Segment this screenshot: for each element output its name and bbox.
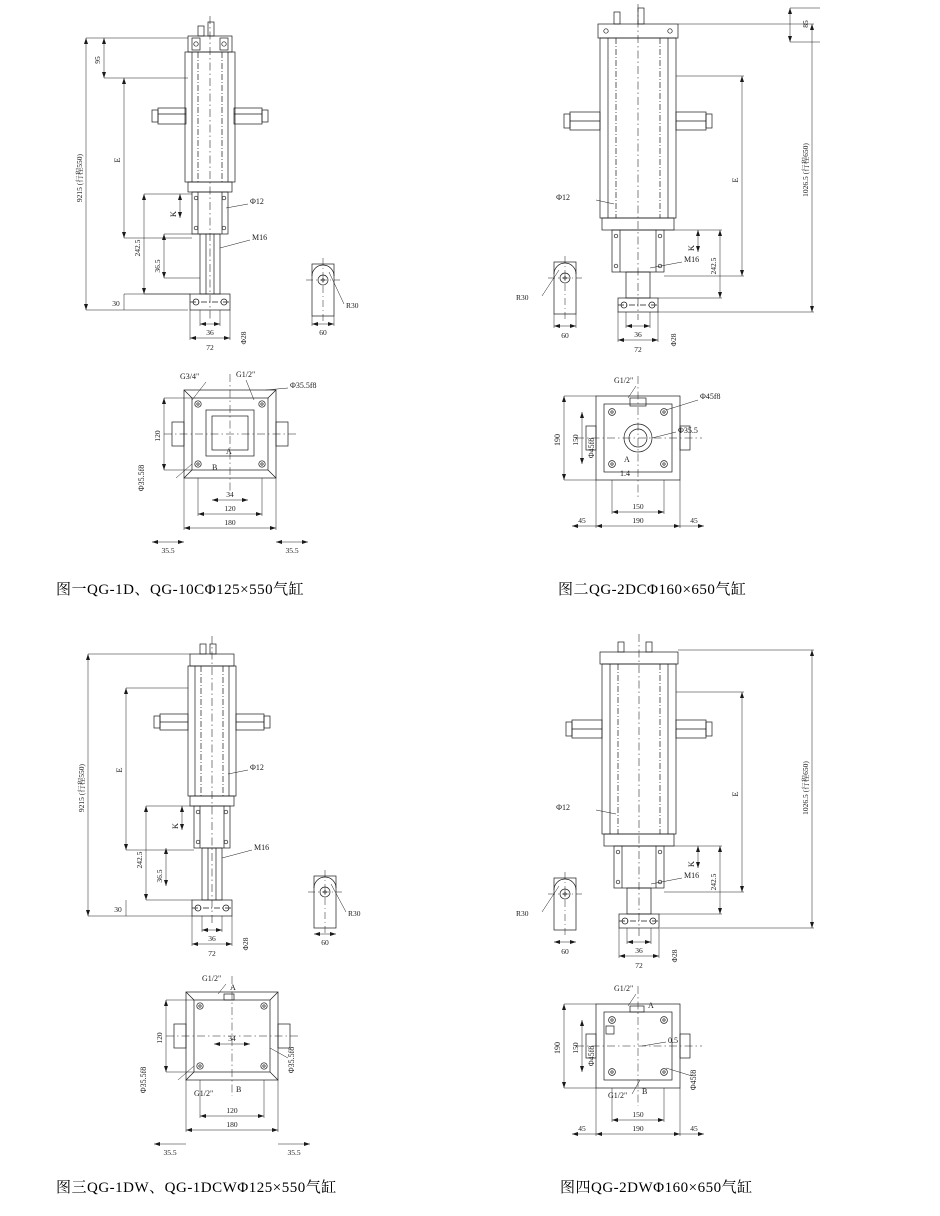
fig3-label-thread: M16 <box>254 843 270 852</box>
fig3-dim-clevis-radius: R30 <box>348 909 361 918</box>
fig3-dim-rod-small: 36 <box>208 934 216 943</box>
fig3-dim-E: E <box>114 767 124 773</box>
fig4-dim-rod-base: 72 <box>635 961 643 970</box>
fig3-label-tie-rod: Φ12 <box>250 763 264 772</box>
fig3-dim-clevis-len: 60 <box>321 938 329 947</box>
fig2-dim-242: 242.5 <box>709 257 718 275</box>
fig1-plan-width-total: 180 <box>224 518 236 527</box>
fig4-plan-port-1: G1/2" <box>614 984 634 993</box>
fig3-dim-overall: 9215 (行程550) <box>77 763 86 813</box>
fig4-plan-height-outer: 190 <box>553 1042 562 1054</box>
fig1-dim-242: 242.5 <box>133 239 142 257</box>
fig2-dim-top-step: 85 <box>801 20 810 28</box>
fig4-plan-mark-b: B <box>642 1087 648 1096</box>
fig2-plan-width-total: 190 <box>632 516 644 525</box>
fig1-plan-hole-2: Φ35.5f8 <box>137 464 146 492</box>
fig3-plan-edge-left: 35.5 <box>163 1148 177 1157</box>
fig4-label-tie-rod: Φ12 <box>556 803 570 812</box>
fig1-dim-rod-small: 36 <box>206 328 214 337</box>
fig3-plan-hole-2: Φ35.5f8 <box>287 1046 296 1074</box>
fig2-dim-rod-base: 72 <box>634 345 642 354</box>
fig1-clevis-detail <box>306 258 340 322</box>
fig1-dim-30: 30 <box>112 299 120 308</box>
fig3-clevis-detail <box>308 870 342 934</box>
fig2-plan-note: 1.4 <box>620 469 630 478</box>
fig2-plan-width-mid: 150 <box>632 502 644 511</box>
figure-3-caption: 图三QG-1DW、QG-1DCWΦ125×550气缸 <box>56 1180 337 1196</box>
fig3-plan-port-2: G1/2" <box>194 1089 214 1098</box>
fig4-dim-242: 242.5 <box>709 873 718 891</box>
fig1-plan-height: 120 <box>153 430 162 442</box>
fig2-plan-edge-right: 45 <box>690 516 698 525</box>
fig4-plan-edge-left: 45 <box>578 1124 586 1133</box>
fig1-dim-36-5: 36.5 <box>153 259 162 273</box>
fig3-dim-36-5: 36.5 <box>155 869 164 883</box>
fig2-dim-clevis-len: 60 <box>561 331 569 340</box>
figure-2 <box>490 0 920 578</box>
fig4-dim-K: K <box>686 860 696 868</box>
fig1-dim-pin-dia: Φ28 <box>239 331 248 345</box>
fig4-dim-rod-small: 36 <box>635 946 643 955</box>
fig3-dimension-lines <box>86 654 346 946</box>
fig1-plan-width-mid: 120 <box>224 504 236 513</box>
fig4-label-thread: M16 <box>684 871 700 880</box>
fig4-plan-edge-right: 45 <box>690 1124 698 1133</box>
fig2-dimension-lines <box>542 8 820 342</box>
fig1-dim-clevis-radius: R30 <box>346 301 359 310</box>
fig4-plan-note: 0.5 <box>668 1036 678 1045</box>
fig1-dim-K: K <box>168 210 178 218</box>
fig1-dimension-lines <box>84 38 344 340</box>
fig3-plan-width-mid: 120 <box>226 1106 238 1115</box>
fig3-plan-height: 120 <box>155 1032 164 1044</box>
fig3-plan-hole-1: Φ35.5f8 <box>139 1066 148 1094</box>
fig2-plan-hole-3: Φ35.5 <box>678 426 698 435</box>
fig3-plan-port-1: G1/2" <box>202 974 222 983</box>
fig2-label-thread: M16 <box>684 255 700 264</box>
fig1-plan-edge-left: 35.5 <box>161 546 175 555</box>
figure-3 <box>40 628 470 1168</box>
fig1-dim-overall: 9215 (行程550) <box>75 153 84 203</box>
fig1-dim-clevis-len: 60 <box>319 328 327 337</box>
fig3-plan-mark-b: B <box>236 1085 242 1094</box>
fig2-plan-hole-1: Φ45f8 <box>700 392 721 401</box>
figure-1 <box>40 8 470 578</box>
figure-2-caption: 图二QG-2DCΦ160×650气缸 <box>558 582 747 598</box>
fig1-plan-mark-b: B <box>212 463 218 472</box>
fig4-plan-port-2: G1/2" <box>608 1091 628 1100</box>
fig2-dim-pin-dia: Φ28 <box>669 333 678 347</box>
fig2-dim-E: E <box>730 177 740 183</box>
fig1-plan-hole-1: Φ35.5f8 <box>290 381 317 390</box>
figure-4-caption: 图四QG-2DWΦ160×650气缸 <box>560 1180 753 1196</box>
fig2-clevis-detail <box>548 256 582 320</box>
fig2-dim-rod-small: 36 <box>634 330 642 339</box>
fig2-plan-edge-left: 45 <box>578 516 586 525</box>
fig1-dim-rod-base: 72 <box>206 343 214 352</box>
fig3-plan-edge-right: 35.5 <box>287 1148 301 1157</box>
fig2-dim-overall: 1026.5 (行程650) <box>801 143 810 197</box>
fig3-dim-242: 242.5 <box>135 851 144 869</box>
fig2-plan-hole-2: Φ45f8 <box>587 437 596 459</box>
figure-4 <box>490 628 920 1168</box>
fig4-plan-hole-1: Φ45f8 <box>587 1045 596 1067</box>
fig2-dim-clevis-radius: R30 <box>516 293 529 302</box>
fig1-plan-mark-a: A <box>226 447 232 456</box>
fig3-dim-rod-base: 72 <box>208 949 216 958</box>
fig4-dim-pin-dia: Φ28 <box>670 949 679 963</box>
fig4-plan-hole-2: Φ45f8 <box>689 1069 698 1091</box>
fig4-plan-width-mid: 150 <box>632 1110 644 1119</box>
fig2-plan-mark-a: A <box>624 455 630 464</box>
fig1-dim-top-step: 95 <box>93 56 102 64</box>
fig1-label-tie-rod: Φ12 <box>250 197 264 206</box>
fig4-plan-mark-a: A <box>648 1001 654 1010</box>
fig4-plan-height-inner: 150 <box>571 1042 580 1054</box>
fig4-dim-E: E <box>730 791 740 797</box>
fig2-plan-view <box>576 376 702 498</box>
fig2-dim-K: K <box>686 244 696 252</box>
fig2-plan-port: G1/2" <box>614 376 634 385</box>
fig4-dim-overall: 1026.5 (行程650) <box>801 761 810 815</box>
fig1-plan-inner: 34 <box>226 490 234 499</box>
fig1-plan-edge-right: 35.5 <box>285 546 299 555</box>
fig3-plan-width-total: 180 <box>226 1120 238 1129</box>
fig1-dim-E: E <box>112 157 122 163</box>
fig3-dim-30: 30 <box>114 905 122 914</box>
fig4-clevis-detail <box>548 872 582 936</box>
fig1-plan-port-1: G3/4" <box>180 372 200 381</box>
fig3-plan-inner: 34 <box>228 1034 236 1043</box>
fig3-plan-mark-a: A <box>230 983 236 992</box>
fig4-dimension-lines <box>542 650 814 958</box>
fig2-plan-height-inner: 150 <box>571 434 580 446</box>
fig2-plan-height-outer: 190 <box>553 434 562 446</box>
fig2-label-tie-rod: Φ12 <box>556 193 570 202</box>
fig1-label-thread: M16 <box>252 233 268 242</box>
fig1-plan-port-2: G1/2" <box>236 370 256 379</box>
figure-1-caption: 图一QG-1D、QG-10CΦ125×550气缸 <box>56 582 305 598</box>
fig4-dim-clevis-len: 60 <box>561 947 569 956</box>
fig3-dim-pin-dia: Φ28 <box>241 937 250 951</box>
fig1-plan-view <box>164 374 296 494</box>
fig4-plan-width-total: 190 <box>632 1124 644 1133</box>
fig4-dim-clevis-radius: R30 <box>516 909 529 918</box>
fig3-dim-K: K <box>170 822 180 830</box>
